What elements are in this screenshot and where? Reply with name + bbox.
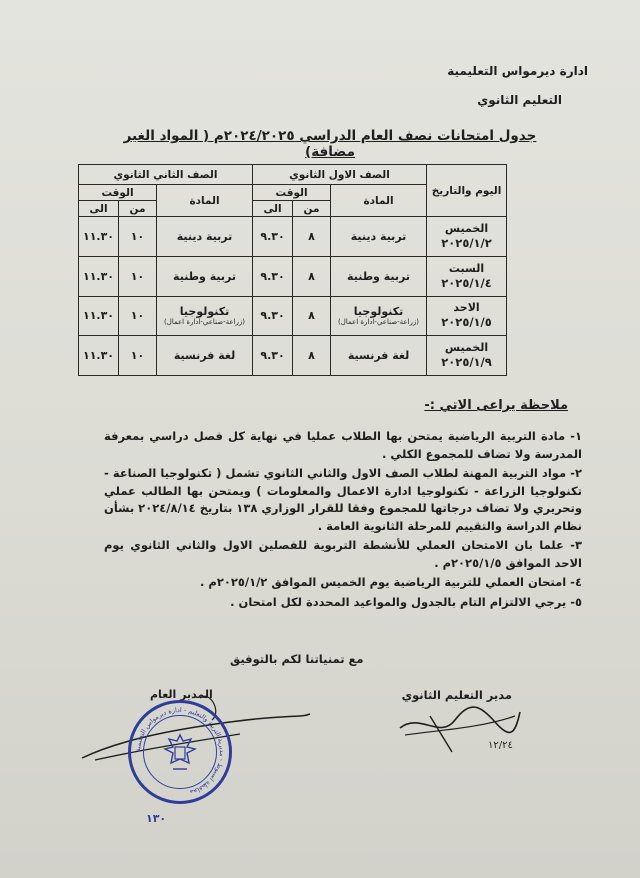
svg-text:١٢/٢٤: ١٢/٢٤ xyxy=(488,740,513,751)
g2-subject-cell: لغة فرنسية xyxy=(157,336,253,376)
secondary-director-title: مدير التعليم الثانوي xyxy=(401,688,512,702)
document-title: جدول امتحانات نصف العام الدراسي ٢٠٢٤/٢٠٢٥م ( المواد الغير مضافة) xyxy=(123,128,537,160)
g2-subject-cell: تربية دينية xyxy=(157,217,253,257)
header-g2-subject: المادة xyxy=(157,185,253,217)
g1-subject-cell: تكنولوجيا (زراعة-صناعي-ادارة اعمال) xyxy=(331,296,427,336)
administration-name: ادارة ديرمواس التعليمية xyxy=(447,64,588,78)
day-date-cell: الاحد ٢٠٢٥/١/٥ xyxy=(427,296,507,336)
g1-from-cell: ٨ xyxy=(293,256,331,296)
stamp-number: ١٣٠ xyxy=(146,812,167,825)
day-date-cell: السبت ٢٠٢٥/١/٤ xyxy=(427,256,507,296)
g1-to-cell: ٩.٣٠ xyxy=(253,256,293,296)
header-g1-time: الوقت xyxy=(253,185,331,201)
header-grade2: الصف الثاني الثانوي xyxy=(79,165,253,185)
svg-text:محافظة اسيوط - مديرية التربية: محافظة اسيوط - مديرية التربية والتعليم - ادارة ديرمواس التعليمية xyxy=(133,705,227,797)
g2-from-cell: ١٠ xyxy=(119,256,157,296)
header-g2-from: من xyxy=(119,201,157,217)
header-g1-to: الى xyxy=(253,201,293,217)
g1-to-cell: ٩.٣٠ xyxy=(253,296,293,336)
g1-from-cell: ٨ xyxy=(293,296,331,336)
table-row xyxy=(79,336,507,376)
table-row xyxy=(79,256,507,296)
exam-schedule-table xyxy=(78,164,507,376)
g2-to-cell: ١١.٣٠ xyxy=(79,217,119,257)
g1-subject-cell: لغة فرنسية xyxy=(331,336,427,376)
g2-to-cell: ١١.٣٠ xyxy=(79,296,119,336)
table-row xyxy=(79,217,507,257)
g2-to-cell: ١١.٣٠ xyxy=(79,256,119,296)
g1-to-cell: ٩.٣٠ xyxy=(253,336,293,376)
day-date-cell: الخميس ٢٠٢٥/١/٢ xyxy=(427,217,507,257)
g2-subject-cell: تكنولوجيا (زراعة-صناعي-ادارة اعمال) xyxy=(157,296,253,336)
note-item: ٣- علما بان الامتحان العملي للأنشطة التربوية للفصلين الاول والثاني الثانوي يوم الاحد الموافق ٢٠٢٥/١/٥م . xyxy=(104,538,582,570)
g1-to-cell: ٩.٣٠ xyxy=(253,217,293,257)
g2-subject-cell: تربية وطنية xyxy=(157,256,253,296)
header-g2-time: الوقت xyxy=(79,185,157,201)
note-item: ٢- مواد التربية المهنة لطلاب الصف الاول والثاني الثانوي تشمل ( تكنولوجيا الصناعة - تكنولوجيا الزراعة - تكنولوجيا ادارة الاعمال والمعلومات ) ويمتحن بها الطالب عملي وتحريري ولا تضاف درجاتها للمجموع وفقا للقرار الوزاري ١٣٨ بتاريخ ٢٠٢٤/٨/١٤ بشأن نظام الدراسة والتقييم للمرحلة الثانوية العامة . xyxy=(104,466,582,533)
g1-subject-cell: تربية دينية xyxy=(331,217,427,257)
official-stamp xyxy=(128,700,232,804)
note-item: ٤- امتحان العملي للتربية الرياضية يوم الخميس الموافق ٢٠٢٥/١/٢م . xyxy=(200,575,582,589)
notes-heading: ملاحظة يراعى الاتي :- xyxy=(424,398,568,413)
note-item: ١- مادة التربية الرياضية يمتحن بها الطلاب عمليا في نهاية كل فصل دراسي بمعرفة المدرسة ولا تضاف للمجموع الكلي . xyxy=(104,429,582,461)
eagle-emblem-icon xyxy=(161,731,199,775)
g2-from-cell: ١٠ xyxy=(119,296,157,336)
g1-subject-note: (زراعة-صناعي-ادارة اعمال) xyxy=(338,318,420,327)
header-g1-subject: المادة xyxy=(331,185,427,217)
g2-to-cell: ١١.٣٠ xyxy=(79,336,119,376)
notes-list xyxy=(104,428,582,613)
table-row xyxy=(79,296,507,336)
header-day-date: اليوم والتاريخ xyxy=(427,165,507,217)
closing-line: مع تمنياتنا لكم بالتوفيق xyxy=(230,652,364,666)
day-date-cell: الخميس ٢٠٢٥/١/٩ xyxy=(427,336,507,376)
note-item: ٥- يرجي الالتزام التام بالجدول والمواعيد المحددة لكل امتحان . xyxy=(230,594,582,609)
g1-from-cell: ٨ xyxy=(293,217,331,257)
g2-from-cell: ١٠ xyxy=(119,336,157,376)
header-g1-from: من xyxy=(293,201,331,217)
department-name: التعليم الثانوي xyxy=(477,93,562,107)
g1-subject-cell: تربية وطنية xyxy=(331,256,427,296)
g1-from-cell: ٨ xyxy=(293,336,331,376)
header-g2-to: الى xyxy=(79,201,119,217)
g2-subject-note: (زراعة-صناعي-ادارة اعمال) xyxy=(164,318,246,327)
header-grade1: الصف الاول الثانوي xyxy=(253,165,427,185)
general-director-title: المدير العام xyxy=(150,688,213,701)
g2-from-cell: ١٠ xyxy=(119,217,157,257)
